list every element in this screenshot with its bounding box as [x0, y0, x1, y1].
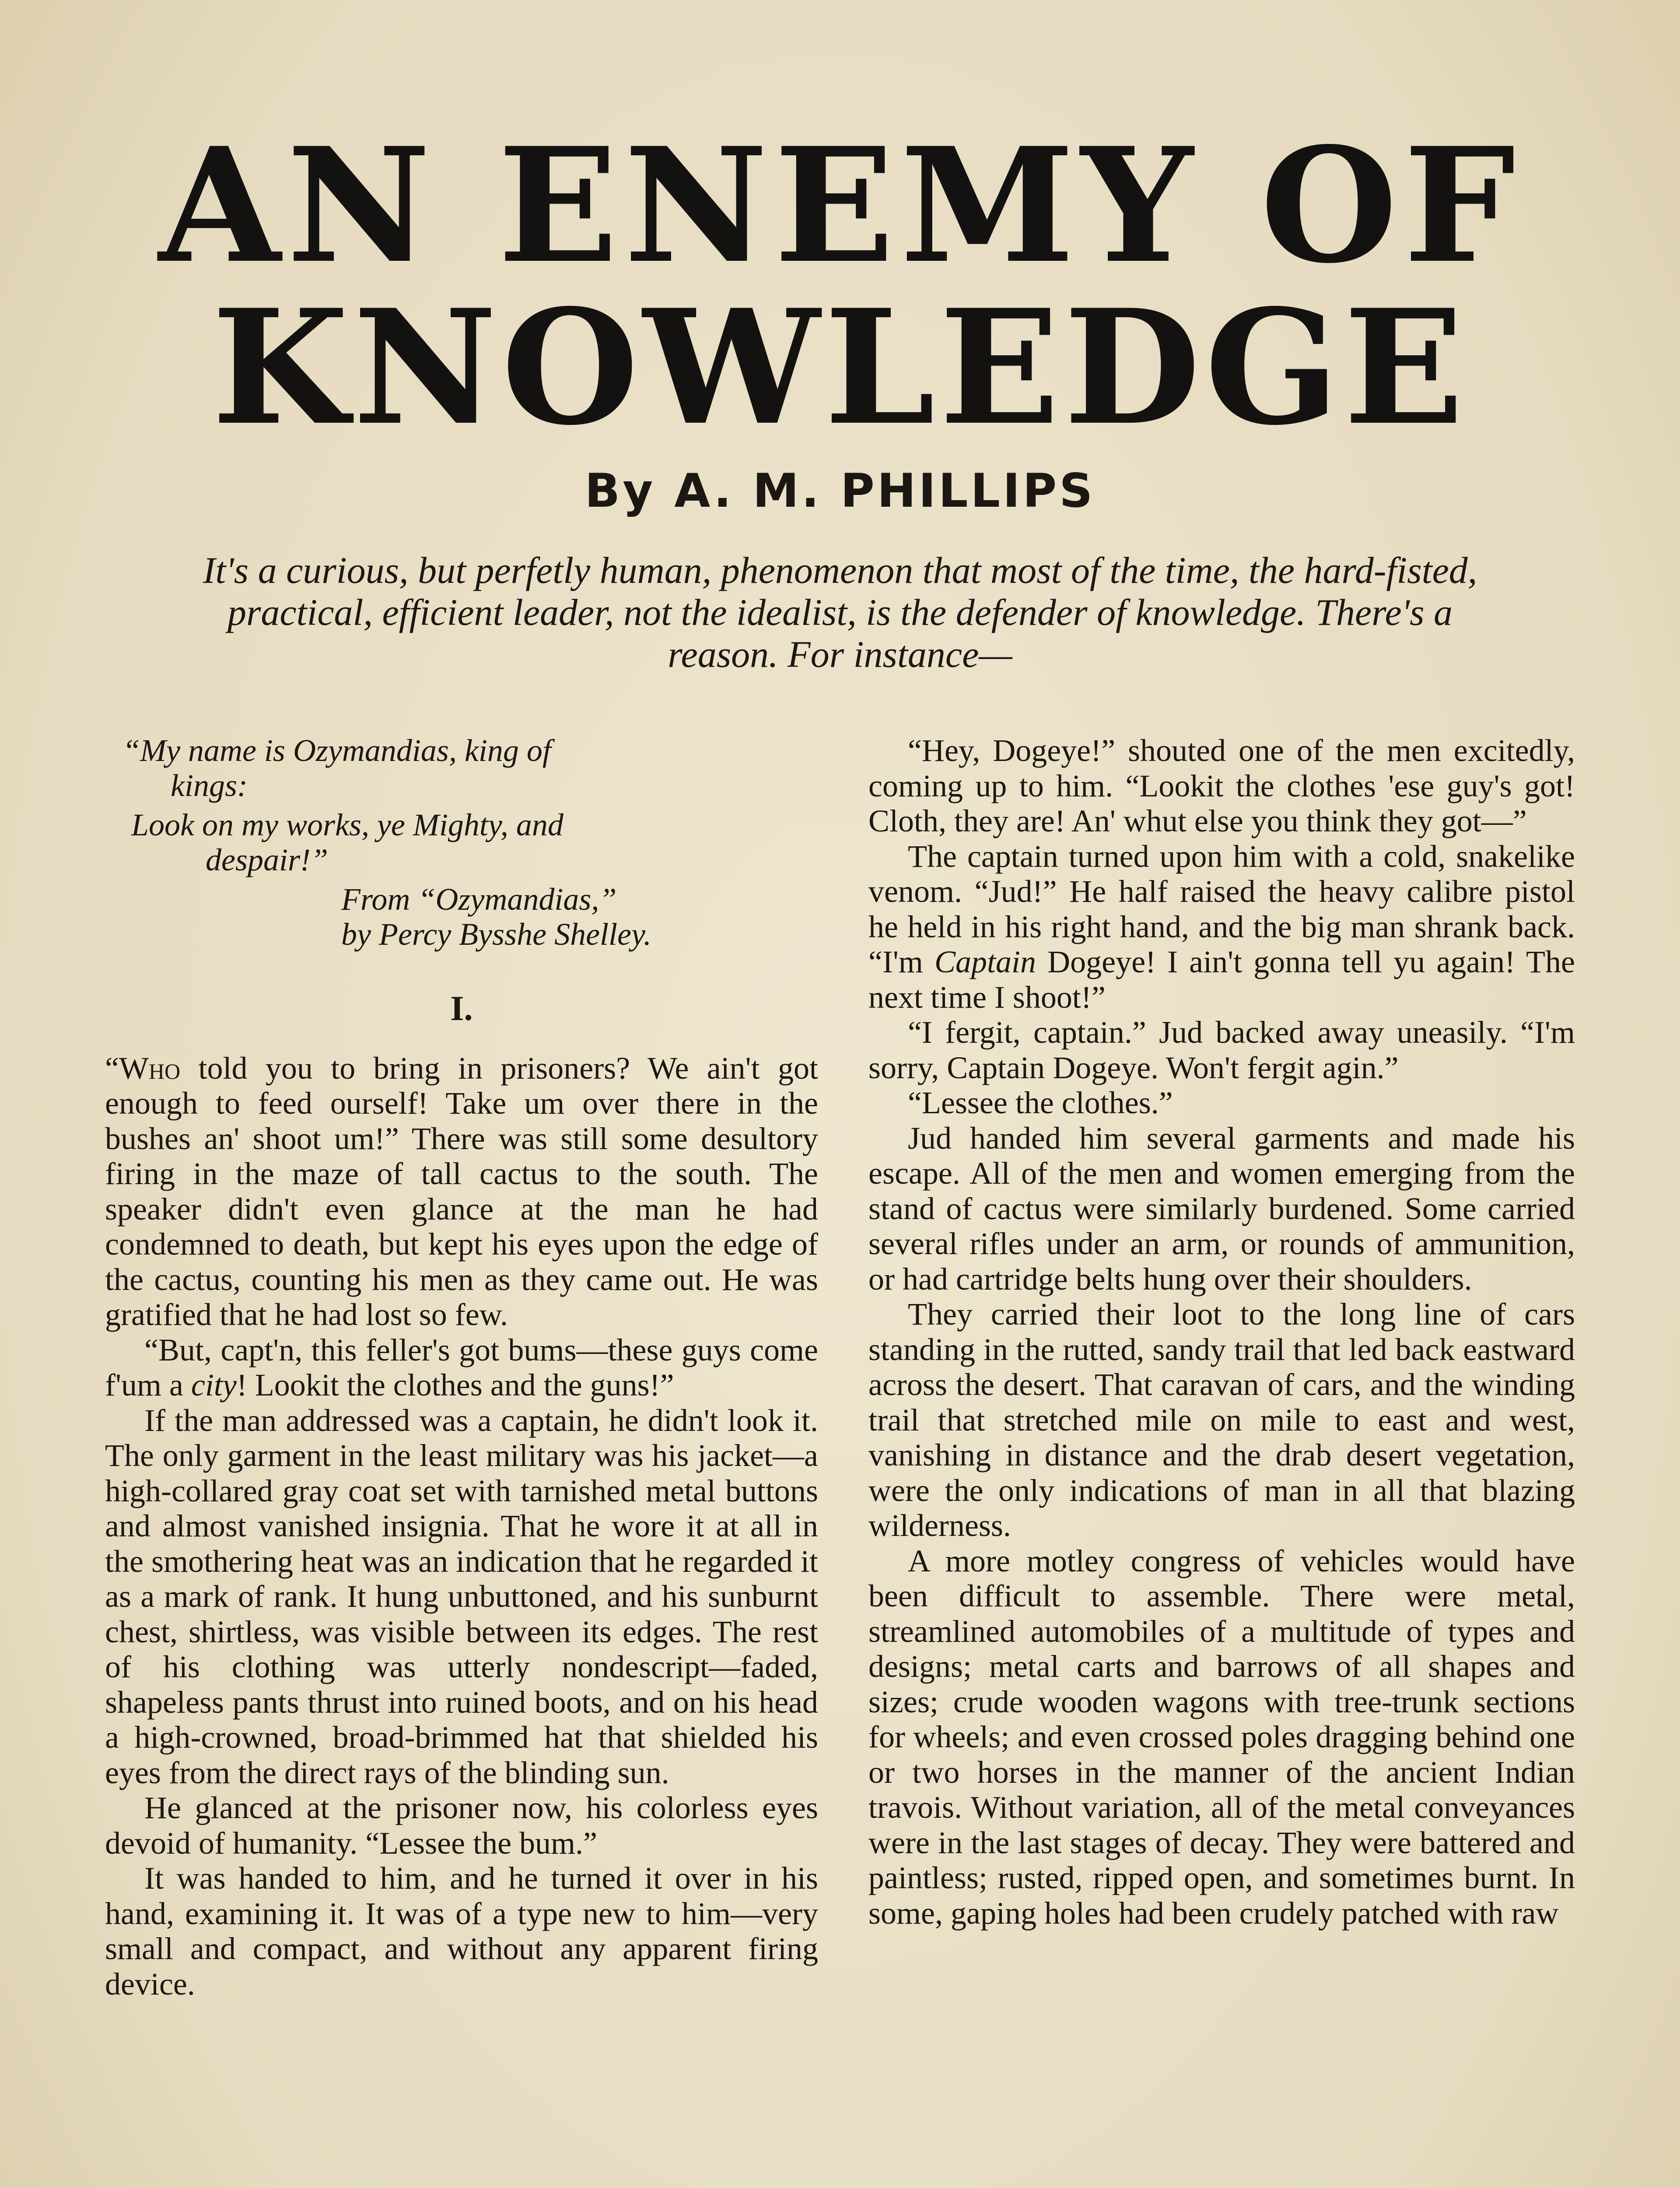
paragraph-text: The captain turned upon him with a cold, snakelike venom. “Jud!” He half raised the heavy calibre pistol he held in his right hand, and the big man shrank back.	[868, 838, 1575, 944]
story-deck: It's a curious, but perfetly human, phenomenon that most of the time, the hard-fisted, practical, efficient leader, not the idealist, is the defender of knowledge. There's a reason. For instance—	[203, 549, 1477, 675]
lead-word: “Who	[105, 1050, 181, 1086]
paragraph: “I fergit, captain.” Jud backed away uneasily. “I'm sorry, Captain Dogeye. Won't fergit agin.”	[868, 1015, 1575, 1085]
epigraph	[105, 733, 818, 952]
paragraph-text: Dogeye! I ain't gonna tell yu again! The next time I shoot!”	[868, 944, 1575, 1015]
paragraph-text: “I'm	[868, 944, 934, 979]
section-number: I.	[450, 989, 473, 1028]
epigraph-source: From “Ozymandias,”	[341, 882, 617, 917]
epigraph-source: by Percy Bysshe Shelley.	[341, 917, 651, 952]
left-column	[105, 733, 818, 2002]
emphasis-text: city	[191, 1368, 237, 1403]
paragraph	[105, 1332, 818, 1403]
paragraph-text: ! Lookit the clothes and the guns!”	[236, 1368, 674, 1403]
paragraph: He glanced at the prisoner now, his colorless eyes devoid of humanity. “Lessee the bum.”	[105, 1790, 818, 1861]
byline: By A. M. PHILLIPS	[584, 464, 1096, 518]
epigraph-line: kings:	[171, 768, 248, 803]
paragraph	[105, 1051, 818, 1332]
emphasis-text: Captain	[934, 944, 1036, 979]
paragraph: If the man addressed was a captain, he didn't look it. The only garment in the least military was his jacket—a high-collared gray coat set with tarnished metal buttons and almost vanished insignia. That he wore it at all in the smothering heat was an indication that he regarded it as a mark of rank. It hung unbuttoned, and his sunburnt chest, shirtless, was visible between its edges. The rest of his clothing was utterly nondescript—faded, shapeless pants thrust into ruined boots, and on his head a high-crowned, broad-brimmed hat that shielded his eyes from the direct rays of the blinding sun.	[105, 1403, 818, 1790]
paragraph	[868, 839, 1575, 1015]
paragraph: Jud handed him several garments and made his escape. All of the men and women emerging from the stand of cactus were similarly burdened. Some carried several rifles under an arm, or rounds of ammunition, or had cartridge belts hung over their shoulders.	[868, 1120, 1575, 1297]
paragraph: “Lessee the clothes.”	[908, 1085, 1173, 1120]
paragraph: It was handed to him, and he turned it over in his hand, examining it. It was of a type new to him—very small and compact, and without any apparent firing device.	[105, 1861, 818, 2002]
story-title-line-2: KNOWLEDGE	[212, 275, 1468, 460]
paragraph-text: told you to bring in prisoners? We ain't got enough to feed ourself! Take um over there in the bushes an' shoot um!” There was still some desultory firing in the maze of tall cactus to the south. The speaker didn't even glance at the man he had condemned to death, but kept his eyes upon the edge of the cactus, counting his men as they came out. He was gratified that he had lost so few.	[105, 1050, 818, 1332]
epigraph-line: “My name is Ozymandias, king of	[122, 733, 551, 768]
paragraph: They carried their loot to the long line of cars standing in the rutted, sandy trail that led back eastward across the desert. That caravan of cars, and the winding trail that stretched mile on mile to east and west, vanishing in distance and the drab desert vegetation, were the only indications of man in all that blazing wilderness.	[868, 1297, 1575, 1543]
paragraph: A more motley congress of vehicles would have been difficult to assemble. There were metal, streamlined automobiles of a multitude of types and designs; metal carts and barrows of all shapes and sizes; crude wooden wagons with tree-trunk sections for wheels; and even crossed poles dragging behind one or two horses in the manner of the ancient Indian travois. Without variation, all of the metal conveyances were in the last stages of decay. They were battered and paintless; rusted, ripped open, and sometimes burnt. In some, gaping holes had been crudely patched with raw	[868, 1543, 1575, 1931]
epigraph-line: Look on my works, ye Mighty, and	[131, 807, 564, 842]
paragraph: “Hey, Dogeye!” shouted one of the men excitedly, coming up to him. “Lookit the clothes 'ese guy's got! Cloth, they are! An' whut else you think they got—”	[868, 733, 1575, 838]
paragraph-text: “But, capt'n, this feller's got bums—these guys come f'um a	[105, 1332, 818, 1403]
story-title-line-1: AN ENEMY OF	[158, 113, 1522, 298]
right-column	[868, 733, 1575, 1931]
epigraph-line: despair!”	[206, 842, 329, 877]
